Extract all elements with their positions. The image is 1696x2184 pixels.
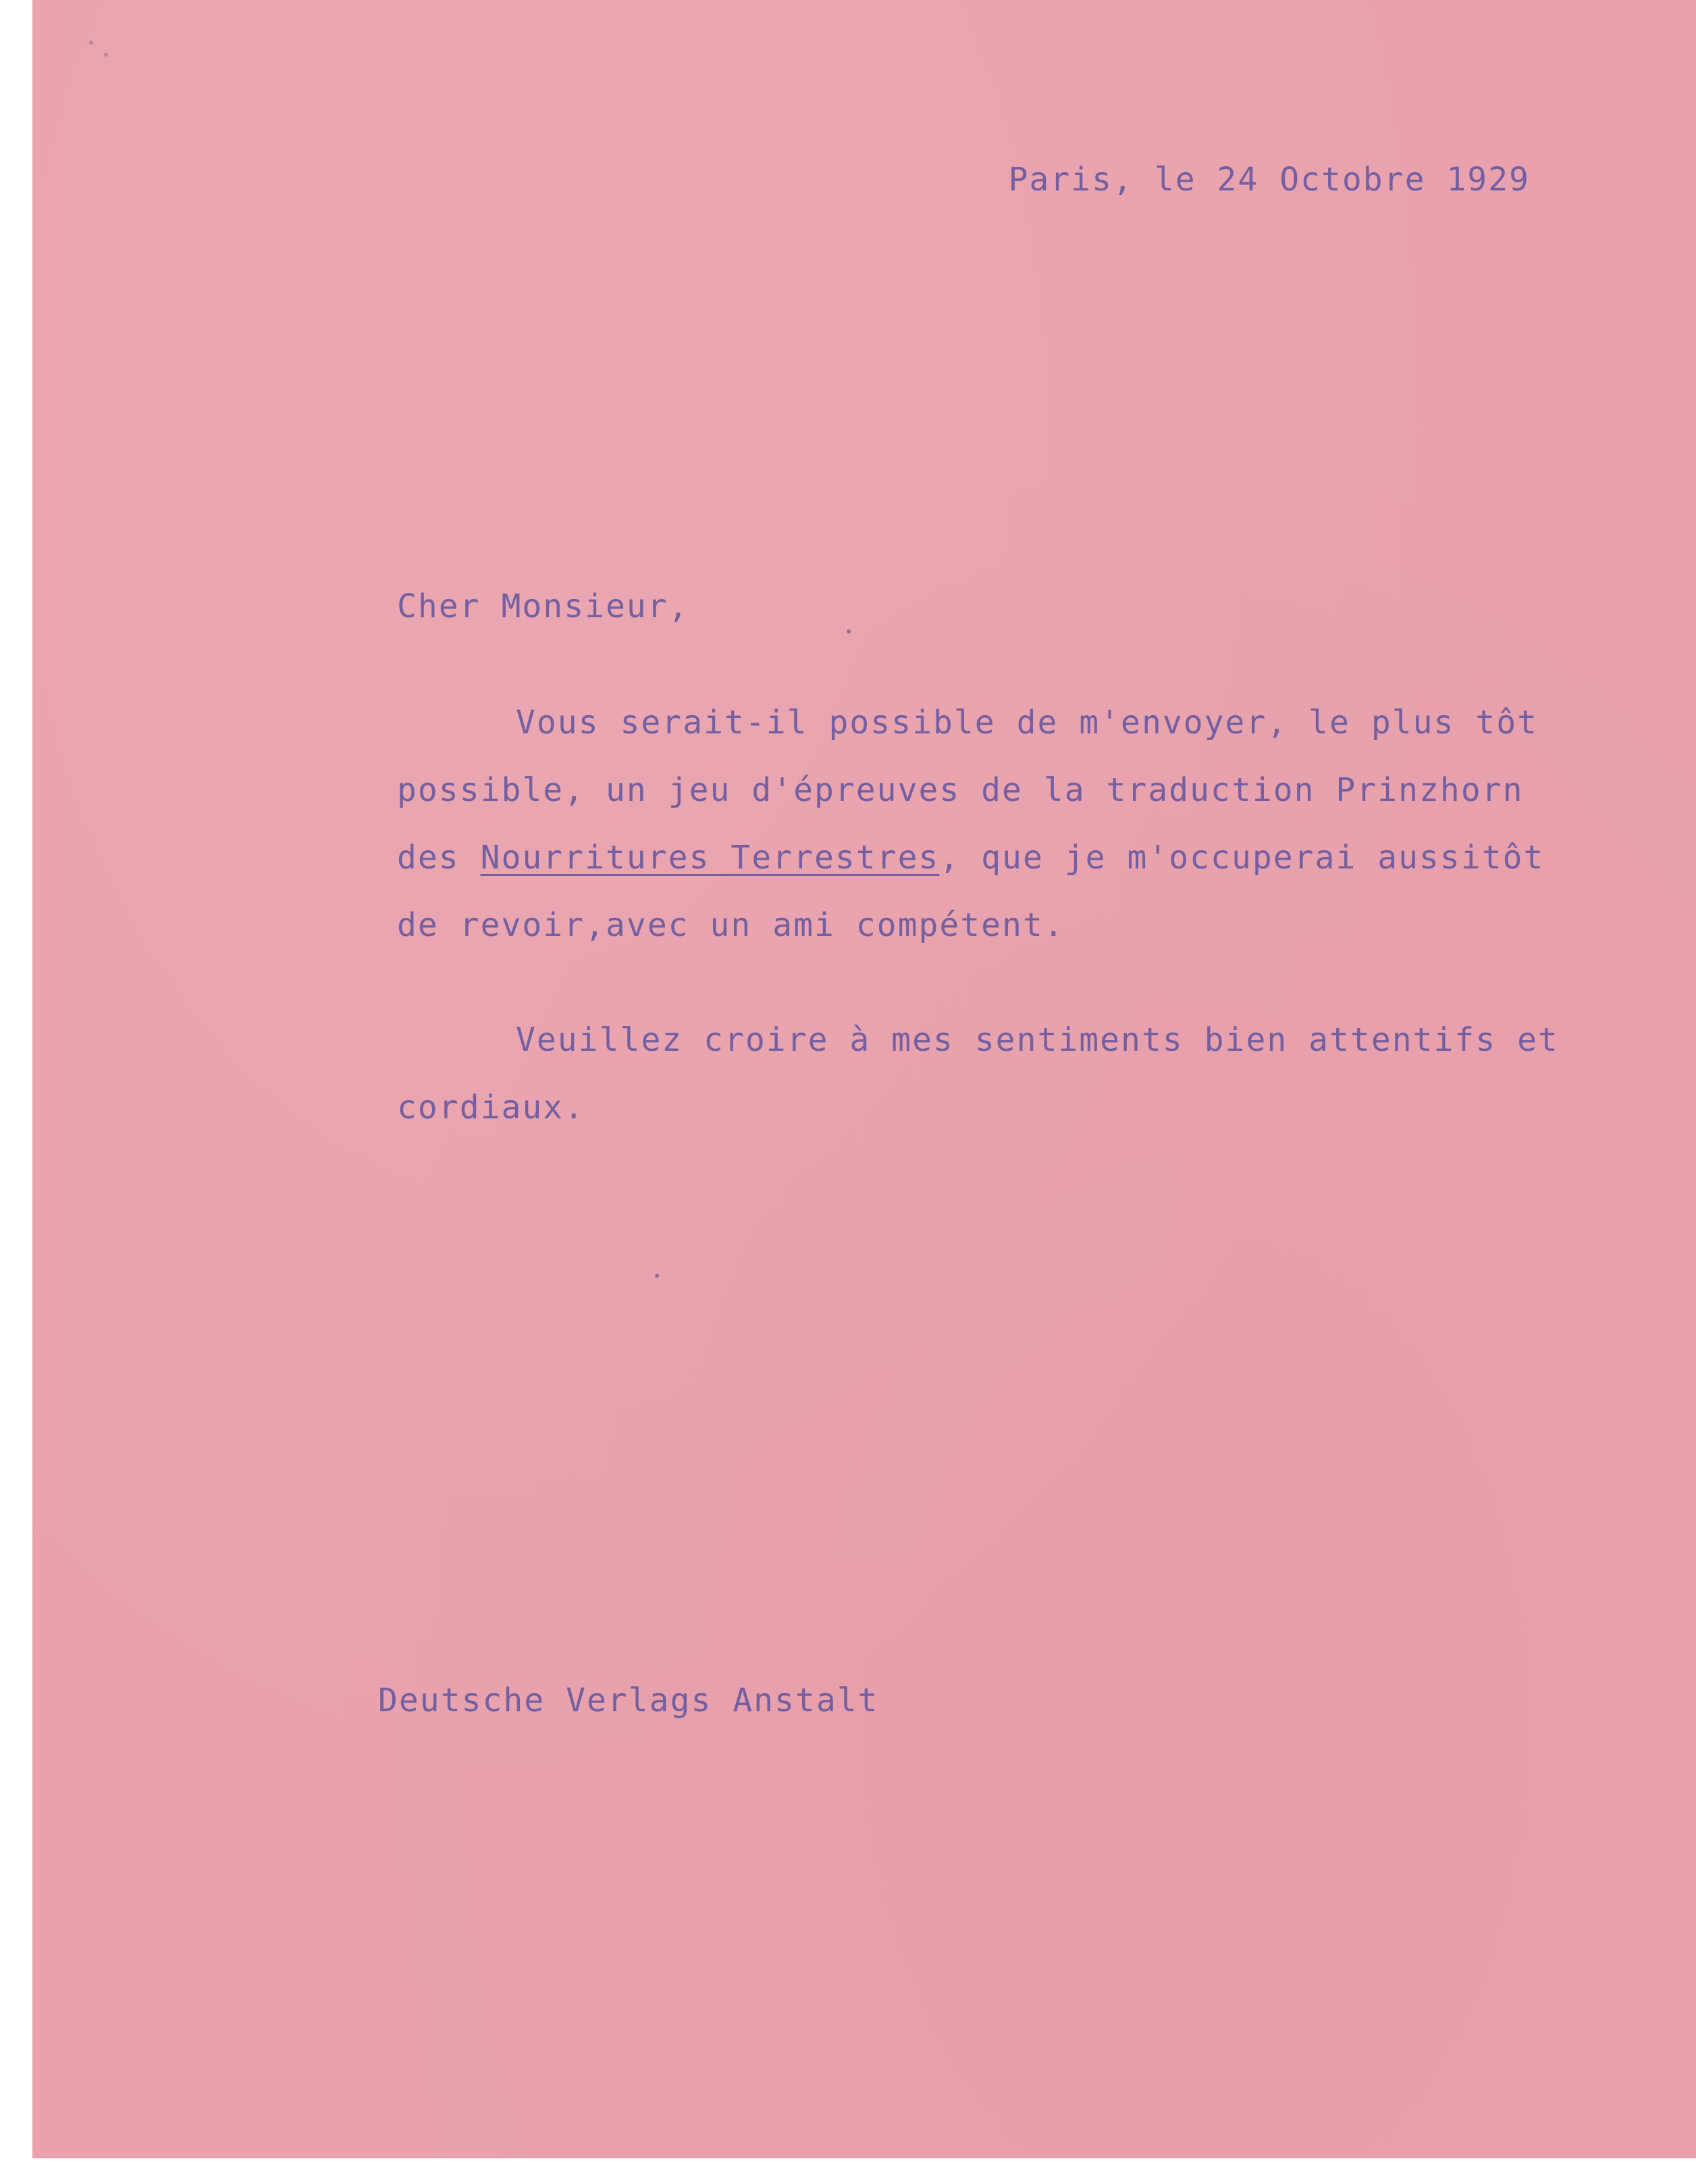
addressee: Deutsche Verlags Anstalt <box>378 1682 879 1719</box>
ink-speck <box>89 41 93 45</box>
ink-speck <box>847 629 851 633</box>
line-3-suffix: , que je m'occuperai aussitôt <box>939 839 1545 877</box>
letter-date: Paris, le 24 Octobre 1929 <box>1008 161 1530 199</box>
ink-speck <box>104 53 108 57</box>
paragraph-1 <box>397 689 1544 959</box>
ink-speck <box>655 1274 659 1278</box>
book-title: Nourritures Terrestres <box>480 839 940 877</box>
paragraph-2-line-2: cordiaux. <box>397 1089 585 1126</box>
paragraph-1-line-2: possible, un jeu d'épreuves de la traduction Prinzhorn <box>397 771 1524 809</box>
paragraph-1-line-4: de revoir,avec un ami compétent. <box>397 906 1065 944</box>
line-3-prefix: des <box>397 839 481 877</box>
salutation: Cher Monsieur, <box>397 588 689 625</box>
letter-sheet <box>32 0 1696 2158</box>
paragraph-1-line-1: Vous serait-il possible de m'envoyer, le plus tôt <box>516 704 1539 742</box>
paragraph-2-line-1: Veuillez croire à mes sentiments bien attentifs et <box>516 1021 1559 1059</box>
paragraph-2 <box>397 1006 1559 1141</box>
paragraph-1-line-3 <box>397 824 1544 891</box>
